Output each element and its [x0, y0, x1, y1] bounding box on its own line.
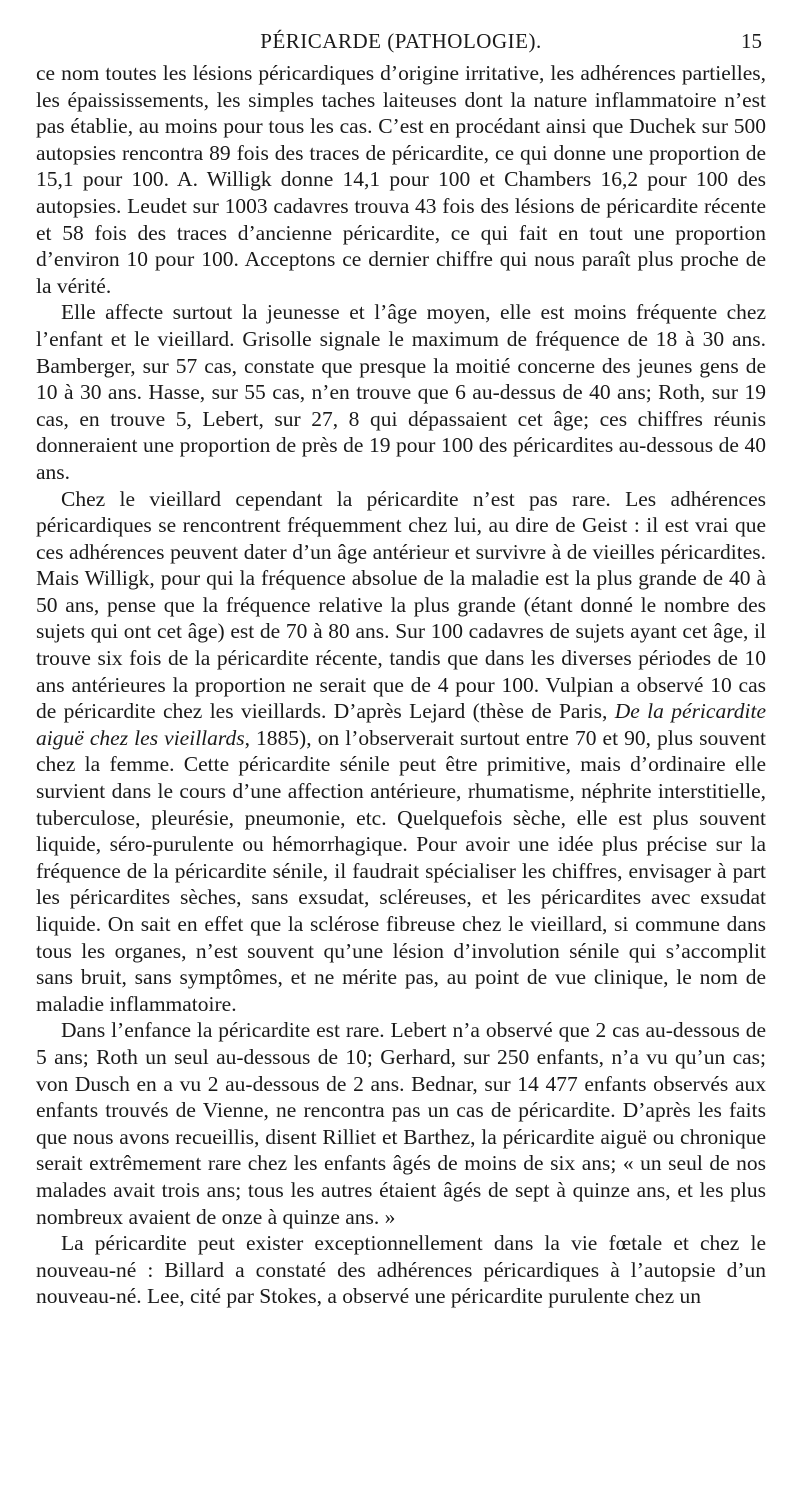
paragraph-3-text-start: Chez le vieillard cependant la péricardite n’est pas rare. Les adhérences péricardiques se rencontrent fréquemment chez lui, au dire de Geist : il est vrai que ces adhérences peuvent dater d’un âge antérieur et survivre à de vieilles péricardites. Mais Willigk, pour qui la fréquence absolue de la maladie est la plus grande de 40 à 50 ans, pense que la fréquence relative la plus grande (étant donné le nombre des sujets qui ont cet âge) est de 70 à 80 ans. Sur 100 cadavres de sujets ayant cet âge, il trouve six fois de la péricardite récente, tandis que dans les diverses périodes de 10 ans antérieures la proportion ne serait que de 4 pour 100. Vulpian a observé 10 cas de péricardite chez les vieillards. D’après Lejard (thèse de Paris, — [36, 486, 766, 724]
paragraph-3-text-end: , 1885), on l’observerait surtout entre 70 et 90, plus souvent chez la femme. Cette péricardite sénile peut être primitive, mais d’ordinaire elle survient dans le cours d’une affection antérieure, rhumatisme, néphrite interstitielle, tuberculose, pleurésie, pneumonie, etc. Quelquefois sèche, elle est plus souvent liquide, séro-purulente ou hémorrhagique. Pour avoir une idée plus précise sur la fréquence de la péricardite sénile, il faudrait spécialiser les chiffres, envisager à part les péricardites sèches, sans exsudat, scléreuses, et les péricardites avec exsudat liquide. On sait en effet que la sclérose fibreuse chez le vieillard, si commune dans tous les organes, n’est souvent qu’une lésion d’involution sénile qui s’accomplit sans bruit, sans symptômes, et ne mérite pas, au point de vue clinique, le nom de maladie inflammatoire. — [36, 725, 766, 1016]
paragraph-2: Elle affecte surtout la jeunesse et l’âge moyen, elle est moins fréquente chez l’enfant et le vieillard. Grisolle signale le maximum de fréquence de 18 à 30 ans. Bamberger, sur 57 cas, constate que presque la moitié concerne des jeunes gens de 10 à 30 ans. Hasse, sur 55 cas, n’en trouve que 6 au-dessus de 40 ans; Roth, sur 19 cas, en trouve 5, Lebert, sur 27, 8 qui dépassaient cet âge; ces chiffres réunis donneraient une proportion de près de 19 pour 100 des péricardites au-dessous de 40 ans. — [36, 300, 766, 484]
paragraph-1: ce nom toutes les lésions péricardiques d’origine irritative, les adhérences partielles, les épaississements, les simples taches laiteuses dont la nature inflammatoire n’est pas établie, au moins pour tous les cas. C’est en procédant ainsi que Duchek sur 500 autopsies rencontra 89 fois des traces de péricardite, ce qui donne une proportion de 15,1 pour 100. A. Willigk donne 14,1 pour 100 et Chambers 16,2 pour 100 des autopsies. Leudet sur 1003 cadavres trouva 43 fois des lésions de péricardite récente et 58 fois des traces d’ancienne péricardite, ce qui fait en tout une proportion d’environ 10 pour 100. Acceptons ce dernier chiffre qui nous paraît plus proche de la vérité. — [36, 61, 766, 298]
running-title: PÉRICARDE (PATHOLOGIE). — [260, 29, 542, 53]
paragraph-3 — [36, 486, 766, 1018]
running-head — [36, 26, 766, 60]
cited-thesis-title: De la péricardite aiguë chez les vieillards — [36, 699, 767, 750]
page-number: 15 — [741, 29, 762, 53]
paragraph-5: La péricardite peut exister exceptionnellement dans la vie fœtale et chez le nouveau-né : Billard a constaté des adhérences péricardiques à l’autopsie d’un nouveau-né. Lee, cité par Stokes, a observé une péricardite purulente chez un — [36, 1231, 766, 1309]
document-page — [36, 26, 766, 1310]
paragraph-4: Dans l’enfance la péricardite est rare. Lebert n’a observé que 2 cas au-dessous de 5 ans; Roth un seul au-dessous de 10; Gerhard, sur 250 enfants, n’a vu qu’un cas; von Dusch en a vu 2 au-dessous de 2 ans. Bednar, sur 14 477 enfants observés aux enfants trouvés de Vienne, ne rencontra pas un cas de péricardite. D’après les faits que nous avons recueillis, disent Rilliet et Barthez, la péricardite aiguë ou chronique serait extrêmement rare chez les enfants âgés de moins de six ans; « un seul de nos malades avait trois ans; tous les autres étaient âgés de sept à quinze ans, et les plus nombreux avaient de onze à quinze ans. » — [36, 1018, 766, 1229]
